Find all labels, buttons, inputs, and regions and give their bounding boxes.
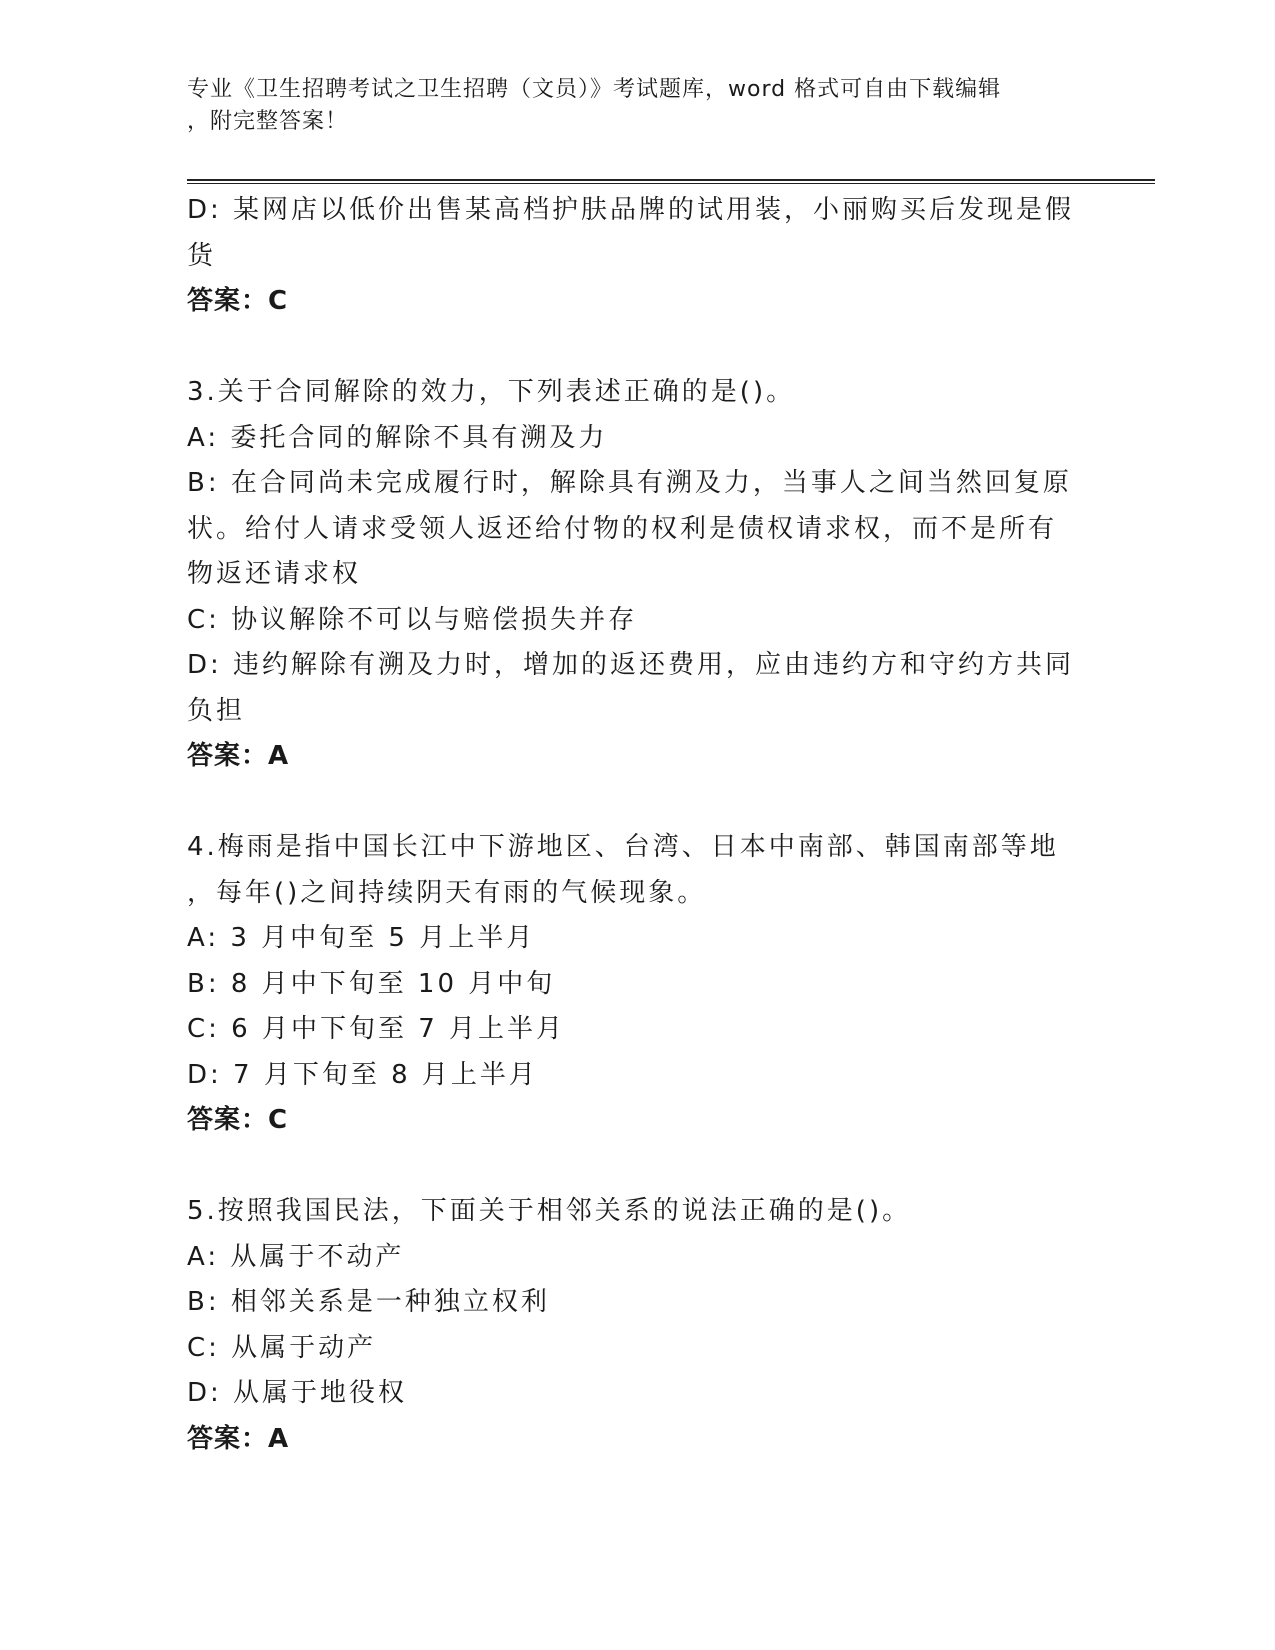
answer-line: 答案：C [187, 286, 289, 316]
option-b: 状。给付人请求受领人返还给付物的权利是债权请求权，而不是所有 [187, 513, 1058, 544]
option-d-line: 货 [187, 240, 217, 271]
option-c: C: 6 月中下旬至 7 月上半月 [187, 1014, 566, 1044]
document-body [187, 188, 1087, 1462]
option-c: C: 从属于动产 [187, 1332, 377, 1363]
option-d-line: D: 某网店以低价出售某高档护肤品牌的试用装，小丽购买后发现是假 [187, 195, 1075, 225]
question-4 [187, 825, 1087, 1144]
question-3 [187, 370, 1087, 780]
option-a: A: 从属于不动产 [187, 1241, 405, 1272]
answer-line: 答案：C [187, 1105, 289, 1135]
spacer [187, 1144, 1087, 1190]
question-stem: 3.关于合同解除的效力，下列表述正确的是()。 [187, 377, 796, 407]
question-5 [187, 1189, 1087, 1462]
question-stem: 5.按照我国民法，下面关于相邻关系的说法正确的是()。 [187, 1196, 912, 1226]
prev-question [187, 188, 1087, 325]
spacer [187, 325, 1087, 371]
option-d: D: 7 月下旬至 8 月上半月 [187, 1059, 538, 1090]
question-stem: 4.梅雨是指中国长江中下游地区、台湾、日本中南部、韩国南部等地 [187, 832, 1059, 862]
option-b: B: 相邻关系是一种独立权利 [187, 1287, 550, 1317]
option-a: A: 委托合同的解除不具有溯及力 [187, 422, 608, 453]
answer-line: 答案：A [187, 741, 290, 771]
option-b: B: 在合同尚未完成履行时，解除具有溯及力，当事人之间当然回复原 [187, 468, 1072, 498]
answer-line: 答案：A [187, 1423, 290, 1454]
question-stem: ，每年()之间持续阴天有雨的气候现象。 [187, 877, 707, 908]
document-header [187, 74, 1087, 138]
option-c: C: 协议解除不可以与赔偿损失并存 [187, 604, 638, 635]
spacer [187, 780, 1087, 826]
option-a: A: 3 月中旬至 5 月上半月 [187, 923, 536, 953]
option-b: B: 8 月中下旬至 10 月中旬 [187, 968, 556, 999]
option-d: D: 从属于地役权 [187, 1378, 408, 1408]
option-b: 物返还请求权 [187, 559, 362, 589]
header-divider [187, 179, 1155, 184]
header-line-2: ，附完整答案！ [187, 109, 349, 134]
header-line-1: 专业《卫生招聘考试之卫生招聘（文员）》考试题库，word 格式可自由下载编辑 [187, 77, 1002, 102]
option-d: D: 违约解除有溯及力时，增加的返还费用，应由违约方和守约方共同 [187, 650, 1075, 680]
option-d: 负担 [187, 695, 246, 726]
